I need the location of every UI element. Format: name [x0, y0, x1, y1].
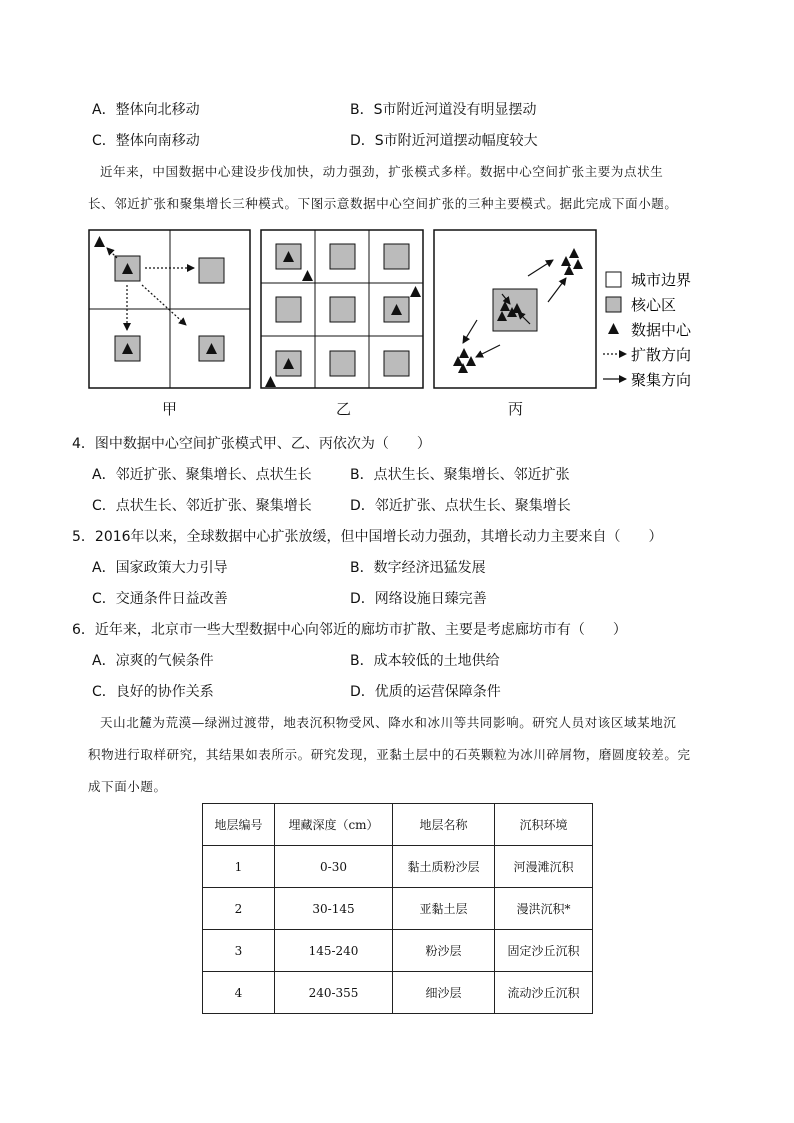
table-header-row [203, 804, 593, 846]
table-cell: 漫洪沉积* [495, 888, 593, 930]
table-cell: 细沙层 [393, 972, 495, 1014]
core-area [384, 244, 409, 269]
legend-core-area-swatch [606, 297, 621, 312]
table-cell: 1 [203, 846, 275, 888]
table-cell: 30-145 [275, 888, 393, 930]
question-5-option-c: C．交通条件日益改善 [92, 591, 228, 607]
caption-jia: 甲 [162, 400, 178, 418]
table-cell: 145-240 [275, 930, 393, 972]
legend-label-data-center: 数据中心 [631, 321, 692, 339]
caption-bing: 丙 [508, 400, 524, 418]
panel-jia [89, 230, 250, 388]
intro-2-line-1: 天山北麓为荒漠—绿洲过渡带，地表沉积物受风、降水和冰川等共同影响。研究人员对该区域某地沉 [100, 715, 677, 730]
question-6-option-a: A．凉爽的气候条件 [92, 653, 214, 669]
table-cell: 固定沙丘沉积 [495, 930, 593, 972]
legend [603, 271, 692, 389]
question-5-option-d: D．网络设施日臻完善 [350, 591, 487, 607]
prev-option-a: A．整体向北移动 [92, 102, 200, 118]
intro-2-line-2: 积物进行取样研究，其结果如表所示。研究发现，亚黏土层中的石英颗粒为冰川碎屑物，磨圆度较差。完 [88, 747, 691, 762]
table-cell: 黏土质粉沙层 [393, 846, 495, 888]
question-6-option-b: B．成本较低的土地供给 [350, 653, 500, 669]
question-6-option-c: C．良好的协作关系 [92, 684, 214, 700]
legend-label-city-boundary: 城市边界 [631, 271, 692, 289]
table-cell: 亚黏土层 [393, 888, 495, 930]
table-cell: 3 [203, 930, 275, 972]
table-header-cell: 地层名称 [393, 804, 495, 846]
expansion-mode-figure [0, 0, 794, 430]
table-row [203, 888, 593, 930]
legend-city-boundary-swatch [606, 272, 621, 287]
question-4-option-c: C．点状生长、邻近扩张、聚集增长 [92, 498, 312, 514]
table-cell: 河漫滩沉积 [495, 846, 593, 888]
table-row [203, 846, 593, 888]
table-row [203, 930, 593, 972]
table-cell: 0-30 [275, 846, 393, 888]
table-header-cell: 沉积环境 [495, 804, 593, 846]
intro-paragraph-2 [88, 707, 710, 803]
legend-label-core-area: 核心区 [631, 296, 677, 314]
intro-1-line-2: 长、邻近扩张和聚集增长三种模式。下图示意数据中心空间扩张的三种主要模式。据此完成下面小题。 [88, 196, 678, 211]
core-area [330, 244, 355, 269]
core-area [384, 351, 409, 376]
core-area [330, 297, 355, 322]
panel-yi [261, 230, 423, 388]
legend-label-diffusion: 扩散方向 [631, 346, 692, 364]
table-cell: 粉沙层 [393, 930, 495, 972]
sediment-table [202, 803, 593, 1014]
intro-1-line-1: 近年来，中国数据中心建设步伐加快，动力强劲，扩张模式多样。数据中心空间扩张主要为点状生 [100, 164, 664, 179]
question-5-option-a: A．国家政策大力引导 [92, 560, 228, 576]
table-cell: 4 [203, 972, 275, 1014]
table-cell: 2 [203, 888, 275, 930]
question-5-stem: 5．2016年以来，全球数据中心扩张放缓，但中国增长动力强劲，其增长动力主要来自（ ） [72, 529, 663, 545]
prev-option-c: C．整体向南移动 [92, 133, 200, 149]
question-4-option-d: D．邻近扩张、点状生长、聚集增长 [350, 498, 571, 514]
question-6-option-d: D．优质的运营保障条件 [350, 684, 501, 700]
panel-bing [434, 230, 596, 388]
legend-data-center-icon [608, 323, 619, 334]
table-cell: 流动沙丘沉积 [495, 972, 593, 1014]
intro-2-line-3: 成下面小题。 [88, 779, 167, 794]
caption-yi: 乙 [336, 400, 352, 418]
table-header-cell: 地层编号 [203, 804, 275, 846]
legend-label-aggregation: 聚集方向 [631, 371, 692, 389]
core-area [330, 351, 355, 376]
question-5-option-b: B．数字经济迅猛发展 [350, 560, 486, 576]
prev-option-d: D．S市附近河道摆动幅度较大 [350, 133, 538, 149]
question-4-option-b: B．点状生长、聚集增长、邻近扩张 [350, 467, 570, 483]
table-header-cell: 埋藏深度（cm） [275, 804, 393, 846]
question-6-stem: 6．近年来，北京市一些大型数据中心向邻近的廊坊市扩散、主要是考虑廊坊市有（ ） [72, 622, 627, 638]
core-area [276, 297, 301, 322]
question-4-stem: 4．图中数据中心空间扩张模式甲、乙、丙依次为（ ） [72, 436, 431, 452]
question-4-option-a: A．邻近扩张、聚集增长、点状生长 [92, 467, 312, 483]
core-area [199, 258, 224, 283]
table-cell: 240-355 [275, 972, 393, 1014]
table-row [203, 972, 593, 1014]
prev-option-b: B．S市附近河道没有明显摆动 [350, 102, 537, 118]
